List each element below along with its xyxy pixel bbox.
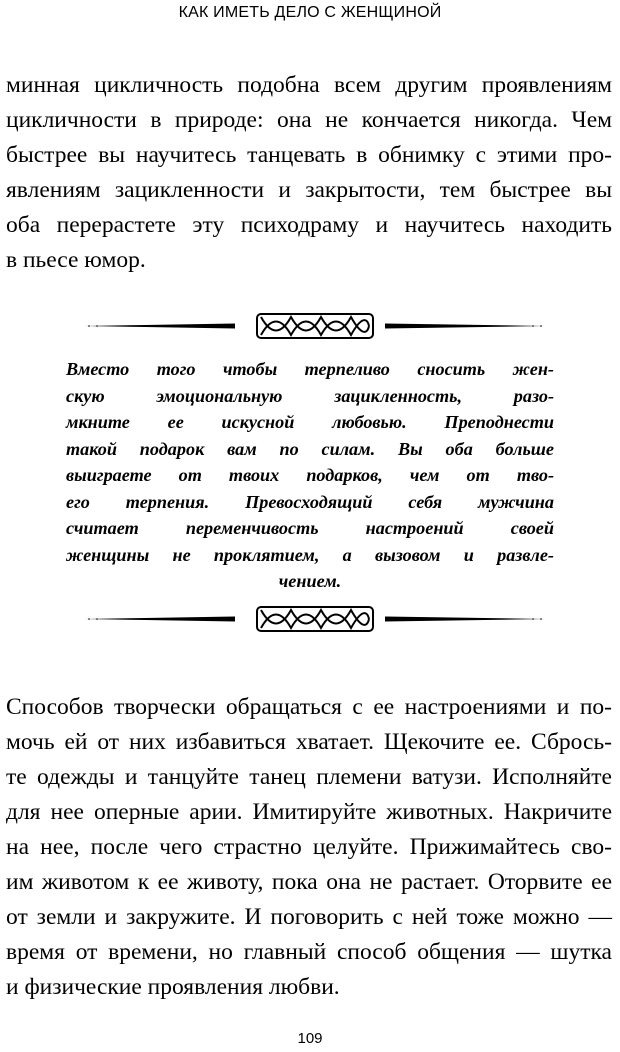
page-number: 109 <box>297 1030 323 1047</box>
text-line: им животом к ее животу, пока она не растает. Оторвите ее <box>6 869 612 895</box>
text-line: оба перерастете эту психодраму и научитесь находить <box>6 212 612 238</box>
celtic-knot-divider-icon <box>85 311 545 341</box>
quote-line: Вместо того чтобы терпеливо сносить жен- <box>66 359 554 379</box>
body-paragraph-1 <box>6 68 612 278</box>
text-line: от земли и закружите. И поговорить с ней тоже можно — <box>6 904 612 930</box>
text-line: на нее, после чего страстно целуйте. Прижимайтесь сво- <box>6 834 612 860</box>
text-line: Способов творчески обращаться с ее настроениями и по- <box>6 694 612 720</box>
quote-line: считает переменчивость настроений своей <box>66 518 554 538</box>
text-line: цикличности в природе: она не кончается никогда. Чем <box>6 107 612 133</box>
highlight-quote <box>66 356 554 595</box>
quote-line: чением. <box>278 571 342 591</box>
text-line: мочь ей от них избавиться хватает. Щекочите ее. Сбрось- <box>6 729 612 755</box>
text-line: в пьесе юмор. <box>6 247 146 273</box>
running-header: КАК ИМЕТЬ ДЕЛО С ЖЕНЩИНОЙ <box>178 4 442 21</box>
text-line: и физические проявления любви. <box>6 974 340 1000</box>
text-line: минная цикличность подобна всем другим проявлениям <box>6 72 612 98</box>
text-line: для нее оперные арии. Имитируйте животных. Накричите <box>6 799 612 825</box>
quote-line: выиграете от твоих подарков, чем от тво- <box>66 465 554 485</box>
text-line: быстрее вы научитесь танцевать в обнимку с этими про- <box>6 142 612 168</box>
quote-line: скую эмоциональную зацикленность, разо- <box>66 385 554 406</box>
text-line: время от времени, но главный способ общения — шутка <box>6 939 612 965</box>
quote-line: мкните ее искусной любовью. Преподнести <box>66 412 554 432</box>
quote-line: такой подарок вам по силам. Вы оба больше <box>66 438 554 459</box>
celtic-knot-divider-icon <box>85 604 545 634</box>
quote-line: его терпения. Превосходящий себя мужчина <box>66 491 554 512</box>
text-line: явлениям зацикленности и закрытости, тем быстрее вы <box>6 177 612 203</box>
quote-line: женщины не проклятием, а вызовом и развле- <box>66 544 554 565</box>
text-line: те одежды и танцуйте танец племени ватузи. Исполняйте <box>6 764 612 790</box>
body-paragraph-2 <box>6 690 612 1005</box>
